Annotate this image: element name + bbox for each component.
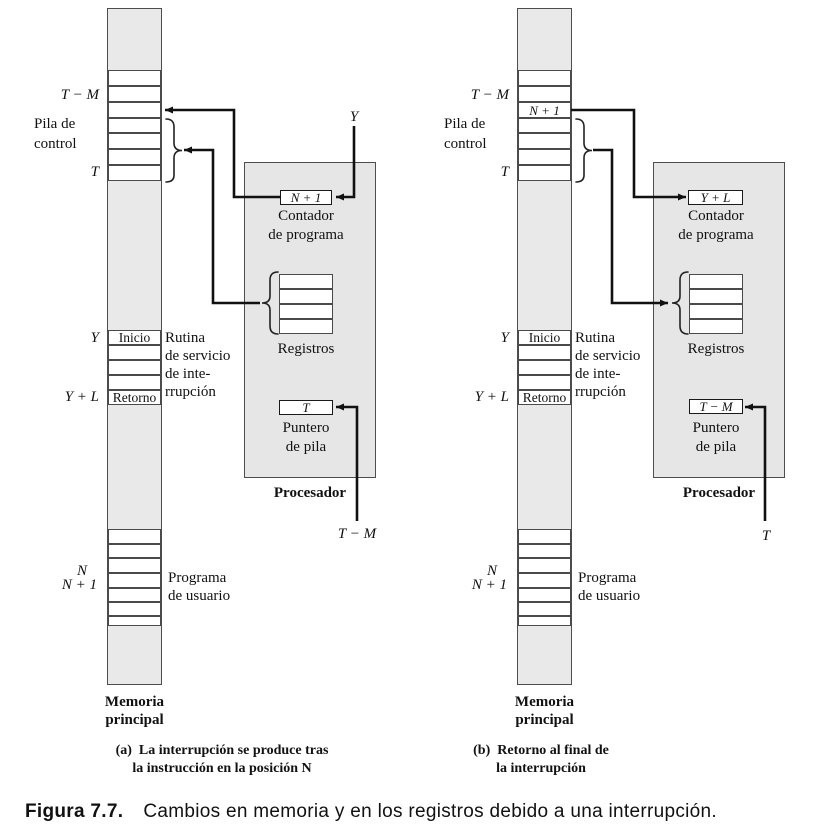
panel-b-retorno-cell (518, 390, 571, 405)
panel-a-routine-cell (108, 345, 161, 360)
panel-b-stack-cell (518, 133, 571, 149)
panel-b-register-cell (689, 304, 743, 319)
panel-b-register-cell (689, 274, 743, 289)
main-memory-title: Memoria principal (514, 694, 575, 728)
panel-b-register-cell (689, 289, 743, 304)
address-label-t: T (500, 164, 509, 180)
panel-b-program-cell (518, 573, 571, 588)
sp-value: T (302, 400, 310, 415)
address-label-n: N (486, 563, 497, 579)
panel-b-stack-brace (576, 119, 592, 182)
control-stack-label: Pila de control (34, 116, 77, 152)
registers-label: Registros (687, 341, 745, 357)
main-memory-title: Memoria principal (104, 694, 165, 728)
n-plus-1-cell-label: N + 1 (529, 102, 560, 118)
panel-a-stack-cell (108, 165, 161, 181)
pc-value: Y + L (700, 190, 731, 205)
panel-b-n-plus-1-cell (518, 102, 571, 118)
figure-caption-text: Cambios en memoria y en los registros debido a una interrupción. (143, 801, 717, 822)
panel-a-program-cell (108, 588, 161, 602)
address-label-y: Y (500, 330, 509, 346)
panel-b-program-cell (518, 588, 571, 602)
interrupt-routine-label: Rutina de servicio de inte- rrupción (575, 330, 641, 400)
address-label-t: T (90, 164, 99, 180)
stack-pointer-label: Puntero de pila (282, 420, 330, 455)
address-label-n-plus-1: N + 1 (471, 577, 507, 593)
panel-a-inicio-cell (108, 330, 161, 345)
panel-a-caption: (a) La interrupción se produce tras la instrucción en la posición N (115, 743, 329, 776)
sp-value: T − M (699, 399, 733, 414)
address-label-y-plus-l: Y + L (64, 389, 99, 405)
address-label-y: Y (90, 330, 99, 346)
processor-title: Procesador (273, 485, 347, 501)
incoming-y-label: Y (349, 109, 359, 125)
panel-a-stack-brace (166, 119, 182, 182)
panel-a-sp-value-box (279, 400, 333, 415)
panel-a-program-cell (108, 616, 161, 626)
address-label-t-minus-m: T − M (470, 87, 509, 103)
panel-a-program-cell (108, 544, 161, 558)
address-label-t-minus-m: T − M (60, 87, 99, 103)
panel-a-routine-cell (108, 375, 161, 390)
user-program-label: Programa de usuario (168, 570, 231, 604)
panel-a-program-cell (108, 529, 161, 544)
program-counter-label: Contador de programa (678, 208, 754, 243)
incoming-t-label: T (761, 528, 771, 544)
panel-b-program-cell (518, 544, 571, 558)
panel-a-stack-cell (108, 70, 161, 86)
panel-b-pc-value-box (688, 190, 743, 205)
panel-b-stack-cell (518, 118, 571, 133)
panel-a-register-cell (279, 319, 333, 334)
stack-pointer-label: Puntero de pila (692, 420, 740, 455)
panel-b-routine-cell (518, 375, 571, 390)
user-program-label: Programa de usuario (578, 570, 641, 604)
pc-value: N + 1 (290, 190, 322, 205)
panel-b-stack-cell (518, 149, 571, 165)
panel-b-stack-cell (518, 86, 571, 102)
panel-b-program-cell (518, 529, 571, 544)
panel-b-caption: (b) Retorno al final de la interrupción (473, 743, 609, 776)
incoming-t-minus-m-label: T − M (337, 526, 377, 542)
registers-label: Registros (277, 341, 335, 357)
panel-a-register-cell (279, 274, 333, 289)
panel-a-stack-cell (108, 118, 161, 133)
panel-a-pc-value-box (280, 190, 332, 205)
address-label-y-plus-l: Y + L (474, 389, 509, 405)
panel-a-stack-cell (108, 102, 161, 118)
figure-caption (25, 801, 717, 822)
panel-b-routine-cell (518, 360, 571, 375)
panel-a-program-cell (108, 573, 161, 588)
panel-a-stack-cell (108, 149, 161, 165)
panel-b-inicio-cell (518, 330, 571, 345)
inicio-cell-label: Inicio (528, 330, 561, 345)
panel-a-program-cell (108, 602, 161, 616)
panel-a-program-cell (108, 558, 161, 573)
panel-a-register-cell (279, 289, 333, 304)
panel-b-program-cell (518, 558, 571, 573)
panel-b-stack-cell (518, 70, 571, 86)
panel-a-stack-cell (108, 133, 161, 149)
panel-b-sp-value-box (689, 399, 743, 414)
panel-b-register-cell (689, 319, 743, 334)
retorno-cell-label: Retorno (112, 390, 157, 405)
panel-b-routine-cell (518, 345, 571, 360)
address-label-n: N (76, 563, 87, 579)
inicio-cell-label: Inicio (118, 330, 151, 345)
control-stack-label: Pila de control (444, 116, 487, 152)
panel-b-program-cell (518, 616, 571, 626)
interrupt-routine-label: Rutina de servicio de inte- rrupción (165, 330, 231, 400)
panel-b-program-cell (518, 602, 571, 616)
address-label-n-plus-1: N + 1 (61, 577, 97, 593)
retorno-cell-label: Retorno (522, 390, 567, 405)
figure-caption-label: Figura 7.7. (25, 801, 124, 822)
program-counter-label: Contador de programa (268, 208, 344, 243)
panel-b-stack-cell (518, 165, 571, 181)
panel-a-routine-cell (108, 360, 161, 375)
panel-a-stack-cell (108, 86, 161, 102)
panel-a-register-cell (279, 304, 333, 319)
processor-title: Procesador (682, 485, 756, 501)
panel-a-retorno-cell (108, 390, 161, 405)
